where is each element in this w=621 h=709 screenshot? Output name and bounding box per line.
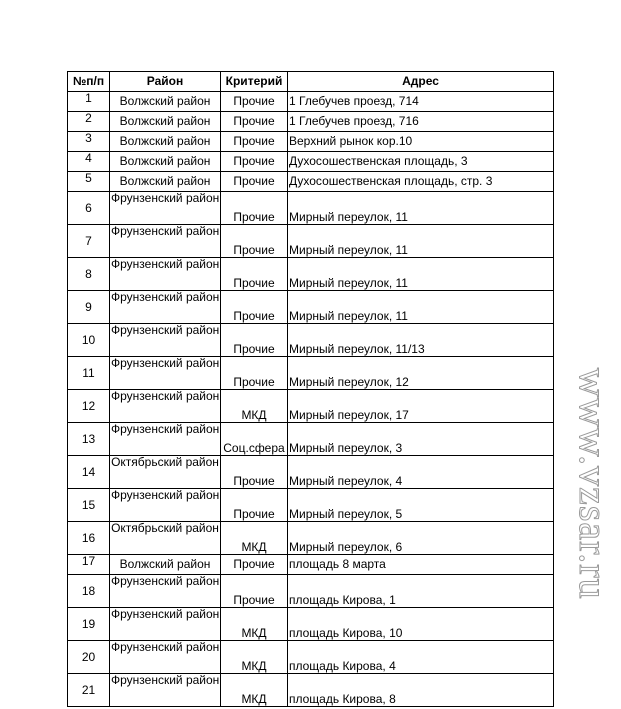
row-criterion: Прочие [221, 324, 288, 357]
row-number: 4 [68, 152, 110, 172]
row-number: 9 [68, 291, 110, 324]
table-row [68, 357, 554, 390]
table-row [68, 225, 554, 258]
header-num: №п/п [68, 72, 110, 92]
row-number: 5 [68, 172, 110, 192]
row-district: Фрунзенский район [110, 674, 221, 707]
row-criterion: Прочие [221, 152, 288, 172]
row-criterion: Прочие [221, 112, 288, 132]
addresses-table [67, 71, 554, 707]
row-number: 16 [68, 522, 110, 555]
row-number: 19 [68, 608, 110, 641]
row-address: Мирный переулок, 6 [288, 522, 554, 555]
row-district: Волжский район [110, 152, 221, 172]
table-row [68, 522, 554, 555]
row-district: Фрунзенский район [110, 357, 221, 390]
table-row [68, 608, 554, 641]
row-district: Фрунзенский район [110, 489, 221, 522]
row-number: 7 [68, 225, 110, 258]
table-row [68, 112, 554, 132]
row-address: Мирный переулок, 4 [288, 456, 554, 489]
row-district: Фрунзенский район [110, 390, 221, 423]
header-address: Адрес [288, 72, 554, 92]
row-criterion: Прочие [221, 489, 288, 522]
row-criterion: Прочие [221, 456, 288, 489]
row-number: 11 [68, 357, 110, 390]
row-criterion: МКД [221, 674, 288, 707]
row-number: 6 [68, 192, 110, 225]
row-district: Фрунзенский район [110, 324, 221, 357]
watermark-text: www.vzsar.ru [571, 368, 616, 600]
row-district: Волжский район [110, 555, 221, 575]
row-criterion: Прочие [221, 132, 288, 152]
row-address: Мирный переулок, 11 [288, 225, 554, 258]
table-row [68, 489, 554, 522]
header-criterion: Критерий [221, 72, 288, 92]
row-district: Фрунзенский район [110, 608, 221, 641]
row-district: Фрунзенский район [110, 192, 221, 225]
row-criterion: Соц.сфера [221, 423, 288, 456]
row-district: Фрунзенский район [110, 575, 221, 608]
row-district: Фрунзенский район [110, 291, 221, 324]
table-row [68, 390, 554, 423]
row-criterion: Прочие [221, 291, 288, 324]
row-address: Мирный переулок, 17 [288, 390, 554, 423]
header-district: Район [110, 72, 221, 92]
table-row [68, 258, 554, 291]
table-body [68, 92, 554, 707]
table-row [68, 674, 554, 707]
row-address: Духосошественская площадь, 3 [288, 152, 554, 172]
row-criterion: Прочие [221, 357, 288, 390]
row-district: Октябрьский район [110, 456, 221, 489]
row-number: 18 [68, 575, 110, 608]
table-row [68, 132, 554, 152]
table-row [68, 641, 554, 674]
table-row [68, 92, 554, 112]
row-district: Фрунзенский район [110, 258, 221, 291]
row-address: Мирный переулок, 3 [288, 423, 554, 456]
row-criterion: Прочие [221, 575, 288, 608]
row-number: 1 [68, 92, 110, 112]
row-number: 15 [68, 489, 110, 522]
row-criterion: МКД [221, 522, 288, 555]
row-district: Волжский район [110, 132, 221, 152]
table-row [68, 192, 554, 225]
row-number: 12 [68, 390, 110, 423]
table-row [68, 152, 554, 172]
row-address: площадь Кирова, 4 [288, 641, 554, 674]
row-number: 21 [68, 674, 110, 707]
row-address: 1 Глебучев проезд, 714 [288, 92, 554, 112]
row-district: Октябрьский район [110, 522, 221, 555]
row-number: 8 [68, 258, 110, 291]
row-address: площадь Кирова, 8 [288, 674, 554, 707]
row-number: 13 [68, 423, 110, 456]
row-address: 1 Глебучев проезд, 716 [288, 112, 554, 132]
row-district: Волжский район [110, 172, 221, 192]
row-district: Волжский район [110, 112, 221, 132]
table-row [68, 423, 554, 456]
table-header-row [68, 72, 554, 92]
row-district: Фрунзенский район [110, 423, 221, 456]
row-district: Волжский район [110, 92, 221, 112]
row-address: Мирный переулок, 11/13 [288, 324, 554, 357]
row-criterion: МКД [221, 641, 288, 674]
site-watermark [571, 368, 616, 693]
table-row [68, 575, 554, 608]
row-address: Мирный переулок, 11 [288, 192, 554, 225]
table-row [68, 172, 554, 192]
row-district: Фрунзенский район [110, 641, 221, 674]
row-criterion: МКД [221, 390, 288, 423]
row-criterion: Прочие [221, 92, 288, 112]
row-address: Мирный переулок, 5 [288, 489, 554, 522]
row-number: 14 [68, 456, 110, 489]
row-criterion: Прочие [221, 192, 288, 225]
row-number: 10 [68, 324, 110, 357]
row-number: 2 [68, 112, 110, 132]
row-criterion: Прочие [221, 172, 288, 192]
row-address: площадь 8 марта [288, 555, 554, 575]
row-address: Верхний рынок кор.10 [288, 132, 554, 152]
row-district: Фрунзенский район [110, 225, 221, 258]
row-address: Мирный переулок, 12 [288, 357, 554, 390]
row-number: 17 [68, 555, 110, 575]
table-row [68, 291, 554, 324]
row-number: 20 [68, 641, 110, 674]
row-address: Духосошественская площадь, стр. 3 [288, 172, 554, 192]
row-criterion: Прочие [221, 258, 288, 291]
table-row [68, 555, 554, 575]
row-criterion: Прочие [221, 555, 288, 575]
table-row [68, 324, 554, 357]
row-address: Мирный переулок, 11 [288, 291, 554, 324]
row-address: площадь Кирова, 10 [288, 608, 554, 641]
row-criterion: МКД [221, 608, 288, 641]
row-number: 3 [68, 132, 110, 152]
row-criterion: Прочие [221, 225, 288, 258]
table-row [68, 456, 554, 489]
row-address: Мирный переулок, 11 [288, 258, 554, 291]
row-address: площадь Кирова, 1 [288, 575, 554, 608]
